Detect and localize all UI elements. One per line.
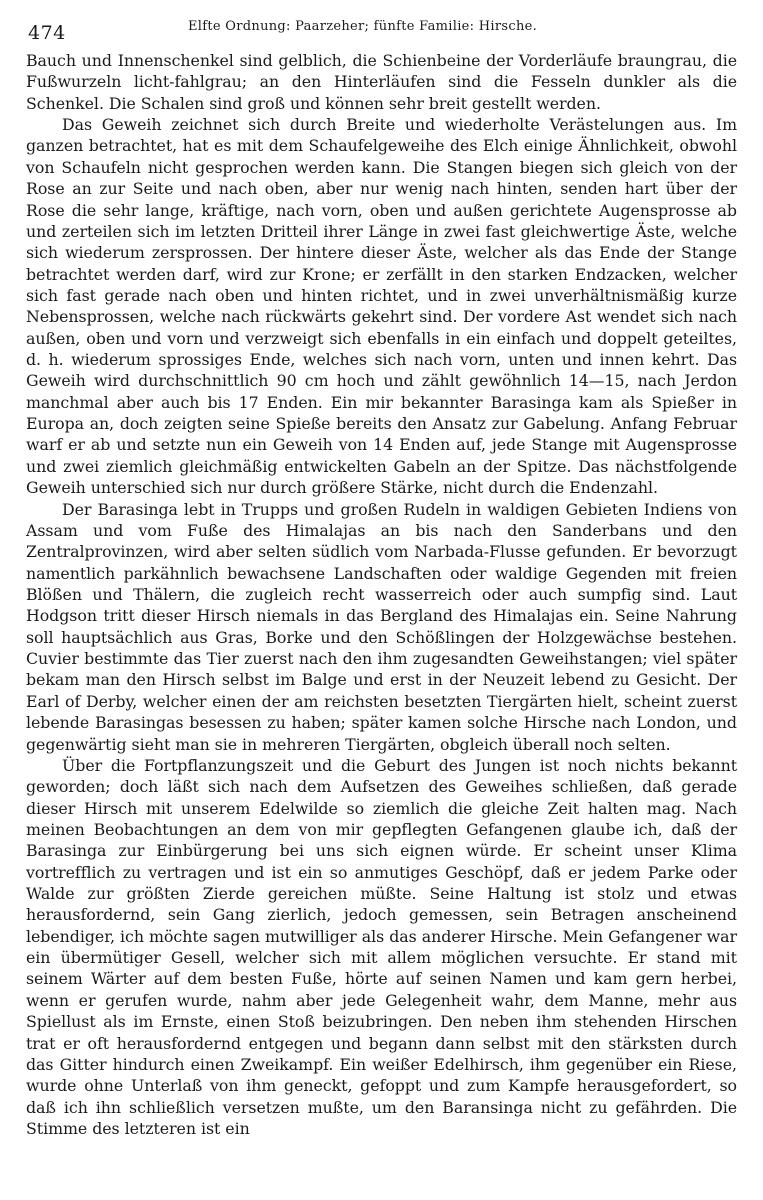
paragraph-3: Der Barasinga lebt in Trupps und großen Rudeln in waldigen Gebieten Indiens von Assam und vom Fuße des Himalajas an bis nach den Sanderbans und den Zentralprovinzen, wird aber selten südlich vom Narbada-Flusse gefunden. Er bevorzugt namentlich parkähnlich bewachsene Landschaften oder waldige Gegenden mit freien Blößen und Thälern, die zugleich recht wasserreich oder auch sumpfig sind. Laut Hodgson tritt dieser Hirsch niemals in das Bergland des Himalajas ein. Seine Nahrung soll hauptsächlich aus Gras, Borke und den Schößlingen der Holzgewächse bestehen. Cuvier bestimmte das Tier zuerst nach den ihm zugesandten Geweihstangen; viel später bekam man den Hirsch selbst im Balge und erst in der Neuzeit lebend zu Gesicht. Der Earl of Derby, welcher einen der am reichsten besetzten Tiergärten hielt, scheint zuerst lebende Barasingas besessen zu haben; später kamen solche Hirsche nach London, und gegenwärtig sieht man sie in mehreren Tiergärten, obgleich überall noch selten.: [26, 499, 737, 754]
page-number: 474: [28, 22, 66, 44]
paragraph-4: Über die Fortpflanzungszeit und die Geburt des Jungen ist noch nichts bekannt geworden; doch läßt sich nach dem Aufsetzen des Geweihes schließen, daß gerade dieser Hirsch mit unserem Edelwilde so ziemlich die gleiche Zeit halten mag. Nach meinen Beobachtungen an dem von mir gepflegten Gefangenen glaube ich, daß der Barasinga zur Einbürgerung bei uns sich eignen würde. Er scheint unser Klima vortrefflich zu vertragen und ist ein so anmutiges Geschöpf, daß er jedem Parke oder Walde zur größten Zierde gereichen müßte. Seine Haltung ist stolz und etwas herausfordernd, sein Gang zierlich, jedoch gemessen, sein Betragen anscheinend lebendiger, ich möchte sagen mutwilliger als das anderer Hirsche. Mein Gefangener war ein übermütiger Gesell, welcher sich mit allem möglichen versuchte. Er stand mit seinem Wärter auf dem besten Fuße, hörte auf seinen Namen und kam gern herbei, wenn er gerufen wurde, nahm aber jede Gelegenheit wahr, dem Manne, mehr aus Spiellust als im Ernste, einen Stoß beizubringen. Den neben ihm stehenden Hirschen trat er oft herausfordernd entgegen und begann dann selbst mit den stärksten durch das Gitter hindurch einen Zweikampf. Ein weißer Edelhirsch, ihm gegenüber ein Riese, wurde ohne Unterlaß von ihm geneckt, gefoppt und zum Kampfe herausgefordert, so daß ich ihn schließlich versetzen mußte, um den Baransinga nicht zu gefährden. Die Stimme des letzteren ist ein: [26, 755, 737, 1138]
body-text: [26, 50, 737, 1139]
paragraph-1: Bauch und Innenschenkel sind gelblich, die Schienbeine der Vorderläufe braungrau, die Fußwurzeln licht-fahlgrau; an den Hinterläufen sind die Fesseln dunkler als die Schenkel. Die Schalen sind groß und können sehr breit gestellt werden.: [26, 51, 737, 113]
paragraph-2: Das Geweih zeichnet sich durch Breite und wiederholte Verästelungen aus. Im ganzen betrachtet, hat es mit dem Schaufelgeweihe des Elch einige Ähnlichkeit, obwohl von Schaufeln nicht gesprochen werden kann. Die Stangen biegen sich gleich von der Rose an zur Seite und nach oben, aber nur wenig nach hinten, senden hart über der Rose die sehr lange, kräftige, nach vorn, oben und außen gerichtete Augensprosse ab und zerteilen sich im letzten Dritteil ihrer Länge in zwei fast gleichwertige Äste, welche sich wiederum zersprossen. Der hintere dieser Äste, welcher als das Ende der Stange betrachtet werden darf, wird zur Krone; er zerfällt in den starken Endzacken, welcher sich fast gerade nach oben und hinten richtet, und in zwei unverhältnismäßig kurze Nebensprossen, welche nach rückwärts gekehrt sind. Der vordere Ast wendet sich nach außen, oben und vorn und verzweigt sich ebenfalls in ein einfach und doppelt geteiltes, d. h. wiederum sprossiges Ende, welches sich nach vorn, unten und innen kehrt. Das Geweih wird durchschnittlich 90 cm hoch und zählt gewöhnlich 14—15, nach Jerdon manchmal aber auch bis 17 Enden. Ein mir bekannter Barasinga kam als Spießer in Europa an, doch zeigten seine Spieße bereits den Ansatz zur Gabelung. Anfang Februar warf er ab und setzte nun ein Geweih von 14 Enden auf, jede Stange mit Augensprosse und zwei ziemlich gleichmäßig entwickelten Gabeln an der Spitze. Das nächstfolgende Geweih unterschied sich nur durch größere Stärke, nicht durch die Endenzahl.: [26, 115, 737, 498]
running-head: Elfte Ordnung: Paarzeher; fünfte Familie: Hirsche.: [188, 19, 538, 34]
